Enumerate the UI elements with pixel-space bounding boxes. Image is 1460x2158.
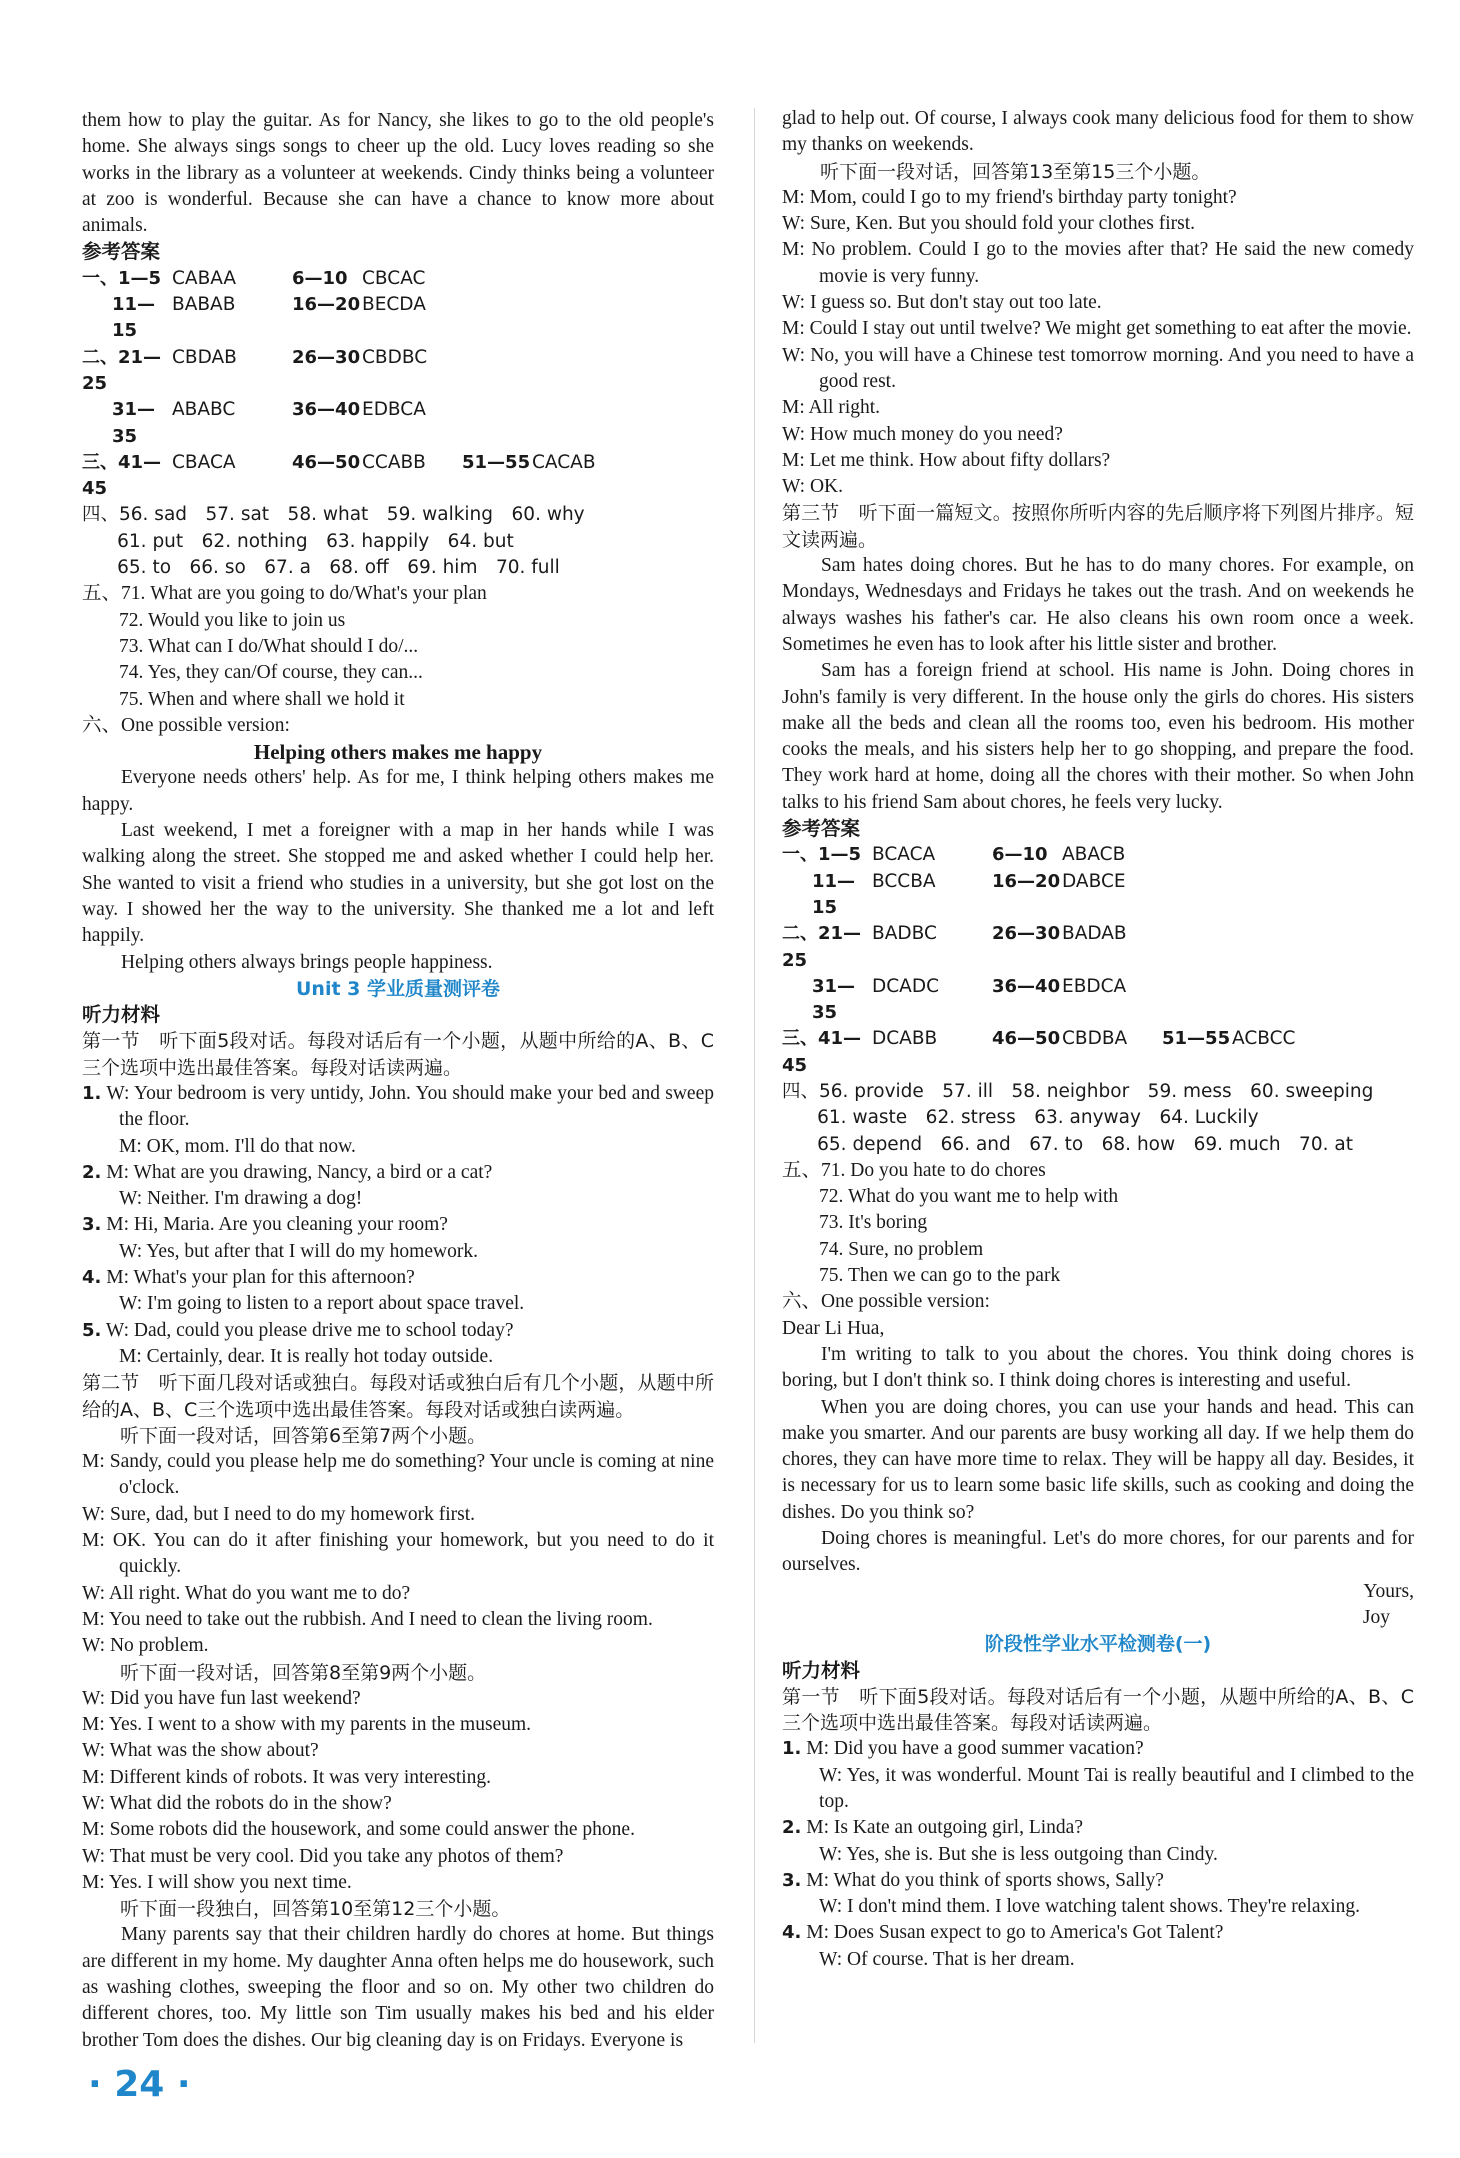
letter-paragraph: Doing chores is meaningful. Let's do more chores, for our parents and for ourselves. bbox=[782, 1528, 1414, 1576]
dialogue-item: 2. M: Is Kate an outgoing girl, Linda? bbox=[782, 1817, 1083, 1839]
fill-answer: 四、56. sad 57. sat 58. what 59. walking 60. why bbox=[82, 504, 585, 526]
conversation-line: W: No, you will have a Chinese test tomorrow morning. And you need to have a good rest. bbox=[782, 344, 1414, 392]
answer-row: 11—15 BABAB 16—20 BECDA bbox=[112, 294, 426, 342]
essay-title: Helping others makes me happy bbox=[253, 740, 543, 765]
conversation-line: W: What did the robots do in the show? bbox=[82, 1793, 392, 1814]
section-instruction: 第三节 听下面一篇短文。按照你所听内容的先后顺序将下列图片排序。短文读两遍。 bbox=[782, 502, 1414, 551]
dialogue-reply: W: I'm going to listen to a report about space travel. bbox=[119, 1293, 525, 1315]
conversation-line: W: No problem. bbox=[82, 1635, 209, 1657]
sentence-answer: 74. Yes, they can/Of course, they can... bbox=[119, 662, 423, 684]
conversation-line: W: Sure, Ken. But you should fold your clothes first. bbox=[782, 213, 1196, 235]
conversation bbox=[82, 1449, 714, 1659]
conversation-line: M: Yes. I will show you next time. bbox=[82, 1871, 352, 1893]
dialogue-item: 1. W: Your bedroom is very untidy, John. You should make your bed and sweep the floor. bbox=[82, 1082, 714, 1131]
right-column bbox=[782, 106, 1414, 1973]
dialogue-list bbox=[782, 1736, 1414, 1973]
section-instruction: 第一节 听下面5段对话。每段对话后有一个小题，从题中所给的A、B、C三个选项中选出最佳答案。每段对话读两遍。 bbox=[782, 1685, 1414, 1735]
dialogue-reply: W: I don't mind them. I love watching talent shows. They're relaxing. bbox=[819, 1896, 1361, 1918]
answer-block bbox=[82, 266, 714, 582]
section-instruction: 第一节 听下面5段对话。每段对话后有一个小题，从题中所给的A、B、C三个选项中选出最佳答案。每段对话读两遍。 bbox=[82, 1030, 714, 1079]
dialogue-item: 4. M: What's your plan for this afternoon? bbox=[82, 1267, 415, 1289]
conversation-line: W: OK. bbox=[782, 476, 844, 498]
conversation-line: M: Mom, could I go to my friend's birthday party tonight? bbox=[782, 186, 1237, 208]
sentence-answer: 73. It's boring bbox=[819, 1212, 928, 1234]
dialogue-reply: M: OK, mom. I'll do that now. bbox=[119, 1135, 356, 1157]
fill-answer: 61. put 62. nothing 63. happily 64. but bbox=[117, 530, 514, 552]
answer-row: 二、21—25 BADBC 26—30 BADAB bbox=[782, 923, 1127, 971]
version-label: 六、One possible version: bbox=[82, 714, 290, 736]
conversation-line: M: All right. bbox=[782, 397, 881, 419]
passage-paragraph: Sam has a foreign friend at school. His name is John. Doing chores in John's family is very different. In the house only the girls do chores. His sisters make all the beds and clean all the rooms too, even his bedroom. His mother cooks the meals, and his sisters help her to go shopping, and prepare the food. They work hard at home, doing all the chores with their mother. So when John talks to his friend Sam about chores, he feels very lucky. bbox=[782, 660, 1414, 813]
dialogue-item: 3. M: Hi, Maria. Are you cleaning your room? bbox=[82, 1214, 448, 1236]
sentence-answers bbox=[82, 581, 714, 712]
answers-heading: 参考答案 bbox=[82, 240, 161, 264]
conversation-line: M: Different kinds of robots. It was very interesting. bbox=[82, 1766, 492, 1788]
conversation-line: M: Could I stay out until twelve? We might get something to eat after the movie. bbox=[782, 318, 1412, 340]
dialogue-list bbox=[82, 1081, 714, 1370]
listening-label: 听力材料 bbox=[782, 1658, 861, 1682]
conversation-line: W: What was the show about? bbox=[82, 1740, 319, 1762]
sentence-answer: 五、71. What are you going to do/What's your plan bbox=[82, 583, 487, 605]
dialogue-reply: W: Yes, but after that I will do my homework. bbox=[119, 1240, 478, 1262]
letter-paragraph: I'm writing to talk to you about the chores. You think doing chores is boring, but I don't think so. I think doing chores is interesting and useful. bbox=[782, 1343, 1414, 1392]
conversation-line: M: Let me think. How about fifty dollars? bbox=[782, 449, 1111, 471]
letter-closing: Yours, bbox=[1363, 1580, 1414, 1602]
question-instruction: 听下面一段独白，回答第10至第12三个小题。 bbox=[120, 1898, 511, 1921]
conversation-line: W: Sure, dad, but I need to do my homework first. bbox=[82, 1503, 475, 1525]
conversation-line: W: That must be very cool. Did you take any photos of them? bbox=[82, 1845, 564, 1867]
answer-block bbox=[782, 842, 1414, 1158]
answer-row: 31—35 ABABC 36—40 EDBCA bbox=[112, 399, 426, 447]
column-divider bbox=[754, 108, 755, 2043]
conversation-line: W: Did you have fun last weekend? bbox=[82, 1687, 361, 1709]
dialogue-reply: W: Neither. I'm drawing a dog! bbox=[119, 1188, 363, 1210]
sentence-answer: 73. What can I do/What should I do/... bbox=[119, 635, 419, 657]
essay-paragraph: Everyone needs others' help. As for me, I think helping others makes me happy. bbox=[82, 767, 714, 815]
dialogue-reply: W: Yes, she is. But she is less outgoing than Cindy. bbox=[819, 1843, 1218, 1865]
conversation bbox=[782, 185, 1414, 501]
intro-paragraph: them how to play the guitar. As for Nancy, she likes to go to the old people's home. She always sings songs to cheer up the old. Lucy loves reading so she works in the library as a volunteer at weekends. Cindy thinks being a volunteer at zoo is wonderful. Because she can have a chance to know more about animals. bbox=[82, 110, 714, 237]
sentence-answers bbox=[782, 1158, 1414, 1289]
sentence-answer: 五、71. Do you hate to do chores bbox=[782, 1159, 1046, 1181]
left-column bbox=[82, 108, 714, 2054]
dialogue-item: 1. M: Did you have a good summer vacation? bbox=[782, 1738, 1144, 1760]
conversation-line: M: OK. You can do it after finishing your homework, but you need to do it quickly. bbox=[82, 1530, 714, 1578]
answer-row: 一、1—5 BCACA 6—10 ABACB bbox=[782, 844, 1126, 866]
version-label: 六、One possible version: bbox=[782, 1291, 990, 1313]
passage-paragraph: Sam hates doing chores. But he has to do many chores. For example, on Mondays, Wednesdays and Fridays he takes out the trash. And on weekends he always washes his father's car. He also cleans his own room once a week. Sometimes he even has to look after his little sister and brother. bbox=[782, 555, 1414, 655]
question-instruction: 听下面一段对话，回答第8至第9两个小题。 bbox=[120, 1661, 487, 1684]
sentence-answer: 75. Then we can go to the park bbox=[819, 1265, 1061, 1287]
monologue-continued: glad to help out. Of course, I always cook many delicious food for them to show my thanks on weekends. bbox=[782, 108, 1414, 156]
conversation-line: M: Sandy, could you please help me do something? Your uncle is coming at nine o'clock. bbox=[82, 1451, 714, 1499]
dialogue-item: 5. W: Dad, could you please drive me to school today? bbox=[82, 1319, 514, 1341]
conversation-line: W: How much money do you need? bbox=[782, 423, 1063, 445]
dialogue-reply: W: Of course. That is her dream. bbox=[819, 1948, 1075, 1970]
fill-answer: 61. waste 62. stress 63. anyway 64. Luckily bbox=[817, 1107, 1259, 1129]
essay-paragraph: Helping others always brings people happiness. bbox=[121, 951, 493, 973]
conversation-line: M: Some robots did the housework, and some could answer the phone. bbox=[82, 1819, 635, 1841]
dialogue-reply: M: Certainly, dear. It is really hot today outside. bbox=[119, 1345, 494, 1367]
answer-row: 11—15 BCCBA 16—20 DABCE bbox=[812, 870, 1126, 918]
answer-row: 三、41—45 DCABB 46—50 CBDBA 51—55 ACBCC bbox=[782, 1028, 1296, 1076]
conversation-line: M: You need to take out the rubbish. And I need to clean the living room. bbox=[82, 1608, 653, 1630]
dialogue-item: 4. M: Does Susan expect to go to America's Got Talent? bbox=[782, 1922, 1224, 1944]
sentence-answer: 75. When and where shall we hold it bbox=[119, 688, 405, 710]
dialogue-item: 3. M: What do you think of sports shows, Sally? bbox=[782, 1869, 1164, 1891]
dialogue-item: 2. M: What are you drawing, Nancy, a bird or a cat? bbox=[82, 1161, 493, 1183]
essay-paragraph: Last weekend, I met a foreigner with a map in her hands while I was walking along the street. She stopped me and asked whether I could help her. She wanted to visit a friend who studies in a university, but she got lost on the way. I showed her the way to the university. She thanked me a lot and left happily. bbox=[82, 820, 714, 947]
fill-answer: 65. depend 66. and 67. to 68. how 69. much 70. at bbox=[817, 1133, 1353, 1155]
sentence-answer: 72. What do you want me to help with bbox=[819, 1186, 1119, 1208]
sentence-answer: 74. Sure, no problem bbox=[819, 1238, 984, 1260]
conversation-line: M: Yes. I went to a show with my parents in the museum. bbox=[82, 1714, 532, 1736]
conversation-line: M: No problem. Could I go to the movies after that? He said the new comedy movie is very funny. bbox=[782, 239, 1414, 287]
question-instruction: 听下面一段对话，回答第6至第7两个小题。 bbox=[120, 1424, 487, 1447]
answer-row: 一、1—5 CABAA 6—10 CBCAC bbox=[82, 267, 426, 289]
answer-row: 31—35 DCADC 36—40 EBDCA bbox=[812, 975, 1127, 1024]
stage-test-title: 阶段性学业水平检测卷(一) bbox=[984, 1633, 1212, 1656]
letter-greeting: Dear Li Hua, bbox=[782, 1317, 885, 1339]
letter-signature: Joy bbox=[1362, 1606, 1390, 1628]
letter-paragraph: When you are doing chores, you can use your hands and head. This can make you smarter. And our parents are busy working all day. If we help them do chores, they can have more time to relax. They will be happy all day. Besides, it is necessary for us to learn some basic life skills, such as cooking and doing the dishes. Do you think so? bbox=[782, 1396, 1414, 1523]
conversation bbox=[82, 1686, 714, 1896]
answer-row: 三、41—45 CBACA 46—50 CCABB 51—55 CACAB bbox=[82, 451, 596, 500]
page-number: · 24 · bbox=[88, 2064, 191, 2105]
dialogue-reply: W: Yes, it was wonderful. Mount Tai is really beautiful and I climbed to the top. bbox=[819, 1764, 1414, 1812]
conversation-line: W: I guess so. But don't stay out too late. bbox=[782, 292, 1102, 314]
sentence-answer: 72. Would you like to join us bbox=[119, 609, 346, 631]
answer-row: 二、21—25 CBDAB 26—30 CBDBC bbox=[82, 346, 428, 394]
conversation-line: W: All right. What do you want me to do? bbox=[82, 1582, 411, 1604]
monologue: Many parents say that their children hardly do chores at home. But things are different in my home. My daughter Anna often helps me do housework, such as washing clothes, sweeping the floor and so on. My other two children do different chores, too. My little son Tim usually makes his bed and his elder brother Tom does the dishes. Our big cleaning day is on Fridays. Everyone is bbox=[82, 1924, 714, 2051]
answers-heading: 参考答案 bbox=[782, 817, 861, 841]
fill-answer: 四、56. provide 57. ill 58. neighbor 59. mess 60. sweeping bbox=[782, 1080, 1374, 1102]
listening-label: 听力材料 bbox=[82, 1003, 161, 1027]
question-instruction: 听下面一段对话，回答第13至第15三个小题。 bbox=[820, 160, 1211, 183]
fill-answer: 65. to 66. so 67. a 68. off 69. him 70. full bbox=[117, 557, 560, 579]
section-instruction: 第二节 听下面几段对话或独白。每段对话或独白后有几个小题，从题中所给的A、B、C三个选项中选出最佳答案。每段对话或独白读两遍。 bbox=[82, 1372, 714, 1421]
unit-title: Unit 3 学业质量测评卷 bbox=[296, 977, 500, 1000]
